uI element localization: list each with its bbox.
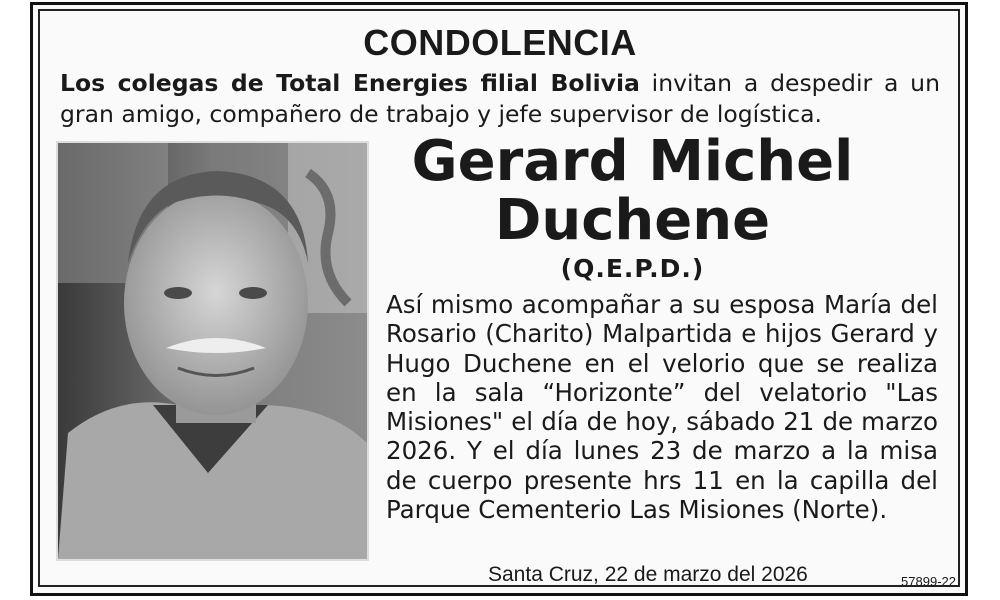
portrait-photo bbox=[56, 141, 369, 561]
qepd-label: (Q.E.P.D.) bbox=[560, 254, 705, 283]
intro-paragraph bbox=[60, 68, 940, 130]
deceased-name-line2: Duchene bbox=[494, 188, 771, 253]
place-date: Santa Cruz, 22 de marzo del 2026 bbox=[488, 563, 808, 586]
notice-code: 57899-22 bbox=[901, 574, 956, 589]
page-title: CONDOLENCIA bbox=[363, 22, 637, 63]
portrait-illustration bbox=[58, 143, 367, 559]
body-paragraph: Así mismo acompañar a su esposa María del Rosario (Charito) Malpartida e hijos Gerard y Hugo Duchene en el velorio que se realiza en la sala “Horizonte” del velatorio "Las Misiones" el día de hoy, sábado 21 de marzo 2026. Y el día lunes 23 de marzo a la misa de cuerpo presente hrs 11 en la capilla del Parque Cementerio Las Misiones (Norte). bbox=[386, 290, 938, 525]
deceased-name-line1: Gerard Michel bbox=[411, 129, 854, 194]
intro-bold-text: Los colegas de Total Energies filial Bolivia bbox=[60, 69, 640, 97]
intro-text: invitan a despedir a un gran amigo, compañero de trabajo y jefe supervisor de logística. bbox=[60, 69, 940, 128]
